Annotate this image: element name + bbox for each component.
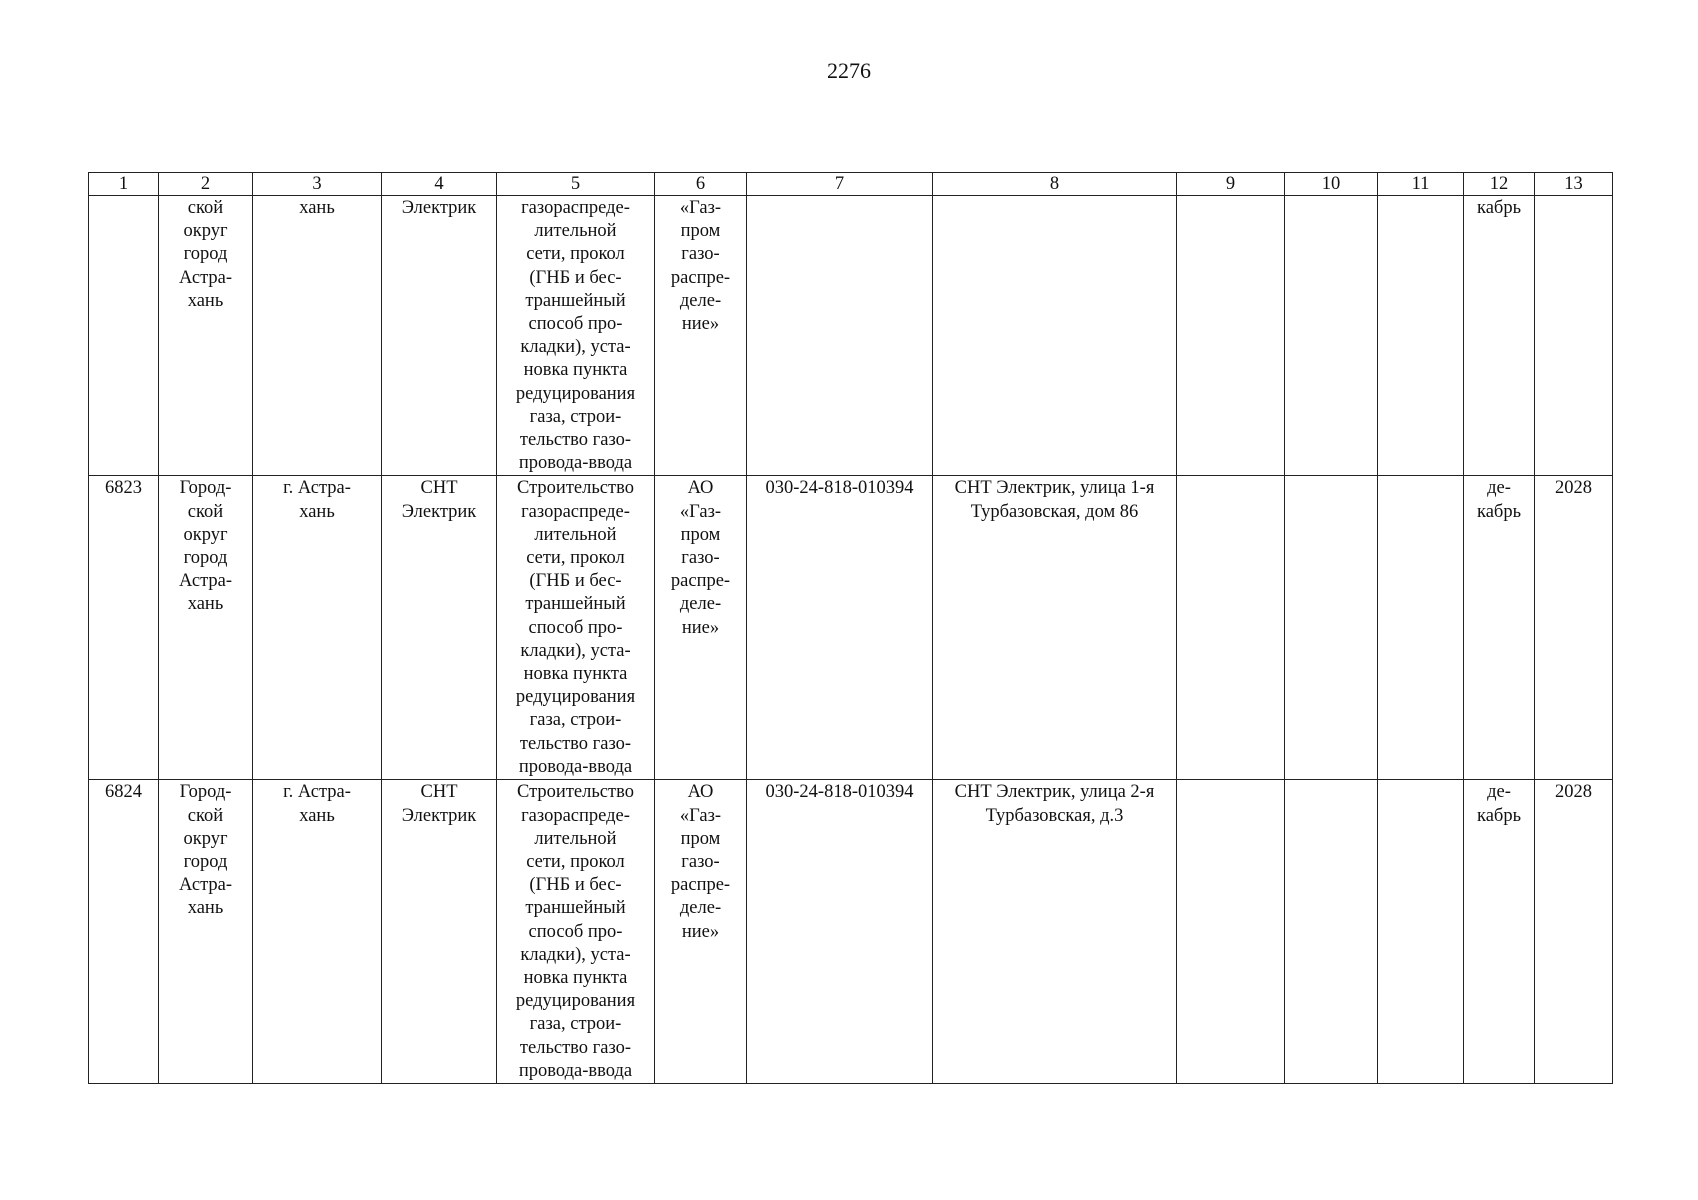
table-row [89, 780, 1613, 1084]
table-cell [1177, 196, 1285, 476]
table-row [89, 476, 1613, 780]
table-cell: 030-24-818-010394 [747, 476, 933, 780]
column-header: 3 [253, 173, 382, 196]
table-cell [933, 196, 1177, 476]
table-row [89, 196, 1613, 476]
column-header: 8 [933, 173, 1177, 196]
table-cell [1177, 780, 1285, 1084]
table-cell: СНТ Электрик [382, 780, 497, 1084]
table-cell: де- кабрь [1464, 780, 1535, 1084]
table-cell [1285, 780, 1378, 1084]
table-cell: ской округ город Астра- хань [159, 196, 253, 476]
table-cell: 6823 [89, 476, 159, 780]
column-header: 11 [1378, 173, 1464, 196]
table-cell: СНТ Электрик [382, 476, 497, 780]
table-cell [747, 196, 933, 476]
table-cell: СНТ Электрик, улица 2-я Турбазовская, д.3 [933, 780, 1177, 1084]
document-table [88, 172, 1613, 1084]
table-cell [1378, 780, 1464, 1084]
table-cell: газораспреде- лительной сети, прокол (ГНБ и бес- траншейный способ про- кладки), уста- новка пункта редуцирования газа, строи- тельство газо- провода-ввода [497, 196, 655, 476]
table-cell: Строительство газораспреде- лительной сети, прокол (ГНБ и бес- траншейный способ про- кладки), уста- новка пункта редуцирования газа, строи- тельство газо- провода-ввода [497, 476, 655, 780]
table-cell: г. Астра- хань [253, 780, 382, 1084]
table-cell: «Газ- пром газо- распре- деле- ние» [655, 196, 747, 476]
table-cell: 2028 [1535, 780, 1613, 1084]
column-header: 6 [655, 173, 747, 196]
column-header: 13 [1535, 173, 1613, 196]
table-cell [1285, 196, 1378, 476]
table-cell [1535, 196, 1613, 476]
table-cell: Электрик [382, 196, 497, 476]
table-cell: 6824 [89, 780, 159, 1084]
column-header: 9 [1177, 173, 1285, 196]
table-cell [1378, 196, 1464, 476]
table-cell: АО «Газ- пром газо- распре- деле- ние» [655, 780, 747, 1084]
table-cell: 030-24-818-010394 [747, 780, 933, 1084]
table-cell: Город- ской округ город Астра- хань [159, 780, 253, 1084]
column-header: 1 [89, 173, 159, 196]
column-header: 4 [382, 173, 497, 196]
column-header: 10 [1285, 173, 1378, 196]
table-cell: СНТ Электрик, улица 1-я Турбазовская, дом 86 [933, 476, 1177, 780]
table-header-row [89, 173, 1613, 196]
table-cell: кабрь [1464, 196, 1535, 476]
table-cell: Город- ской округ город Астра- хань [159, 476, 253, 780]
table-cell: г. Астра- хань [253, 476, 382, 780]
table-cell: де- кабрь [1464, 476, 1535, 780]
table-cell [1285, 476, 1378, 780]
column-header: 2 [159, 173, 253, 196]
table-cell: 2028 [1535, 476, 1613, 780]
table-cell [89, 196, 159, 476]
table-cell [1177, 476, 1285, 780]
column-header: 7 [747, 173, 933, 196]
column-header: 5 [497, 173, 655, 196]
page-number: 2276 [827, 58, 871, 83]
table-cell [1378, 476, 1464, 780]
table-cell: Строительство газораспреде- лительной сети, прокол (ГНБ и бес- траншейный способ про- кладки), уста- новка пункта редуцирования газа, строи- тельство газо- провода-ввода [497, 780, 655, 1084]
column-header: 12 [1464, 173, 1535, 196]
table-cell: АО «Газ- пром газо- распре- деле- ние» [655, 476, 747, 780]
table-cell: хань [253, 196, 382, 476]
